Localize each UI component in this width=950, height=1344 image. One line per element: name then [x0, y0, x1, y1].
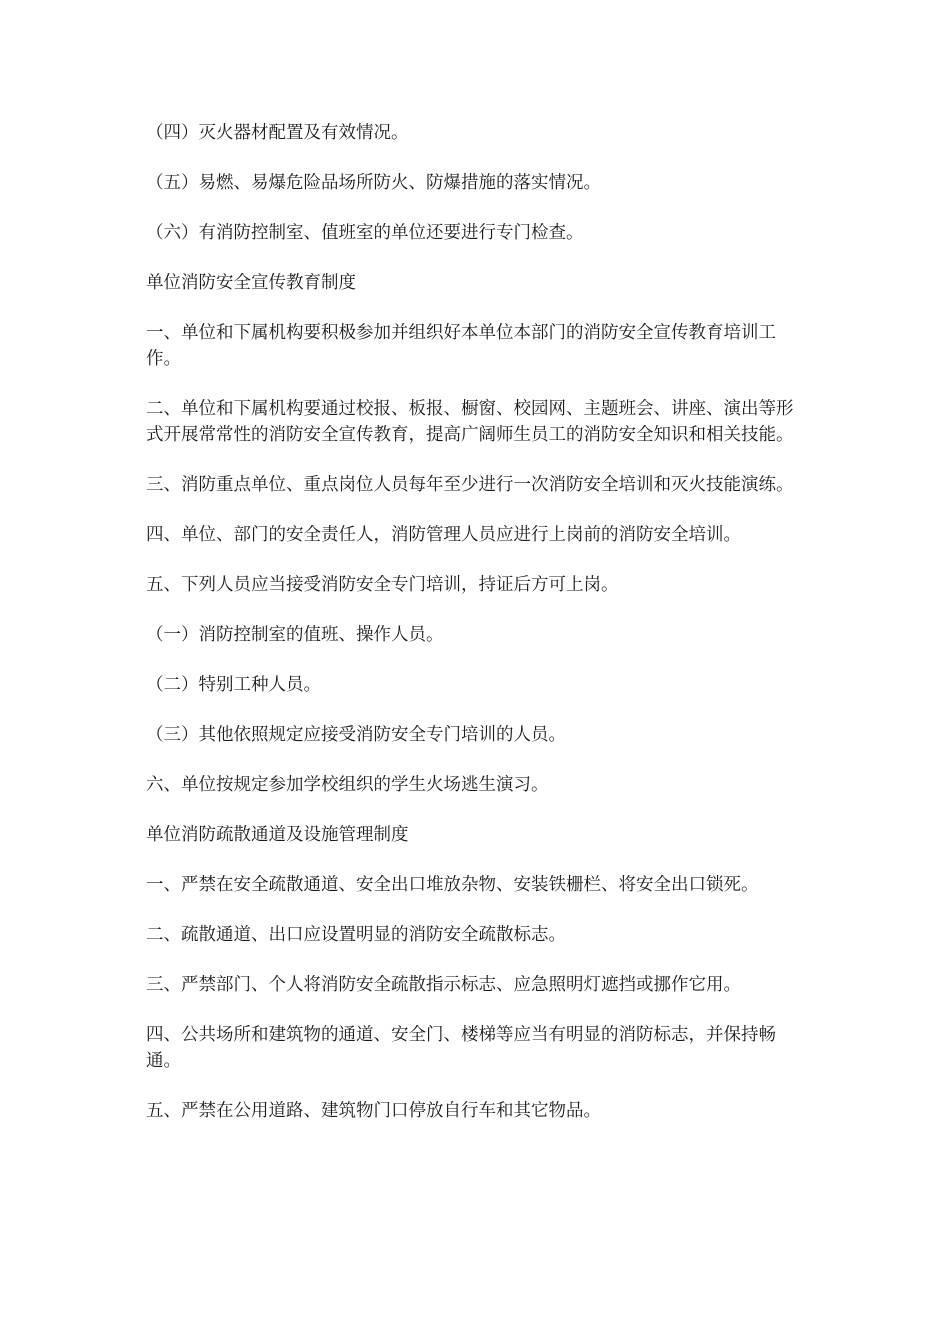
section-heading-evacuation: 单位消防疏散通道及设施管理制度 — [146, 825, 409, 845]
clause-education-4: 四、单位、部门的安全责任人，消防管理人员应进行上岗前的消防安全培训。 — [146, 525, 741, 545]
list-item-explosion-prevention: （五）易燃、易爆危险品场所防火、防爆措施的落实情况。 — [146, 173, 601, 193]
clause-education-1: 一、单位和下属机构要积极参加并组织好本单位本部门的消防安全宣传教育培训工作。 — [146, 323, 776, 369]
clause-education-6: 六、单位按规定参加学校组织的学生火场逃生演习。 — [146, 775, 549, 795]
list-item-fire-equipment: （四）灭火器材配置及有效情况。 — [146, 123, 409, 143]
clause-evacuation-4: 四、公共场所和建筑物的通道、安全门、楼梯等应当有明显的消防标志，并保持畅通。 — [146, 1025, 776, 1071]
document-body — [146, 120, 806, 1148]
clause-education-5: 五、下列人员应当接受消防安全专门培训，持证后方可上岗。 — [146, 575, 619, 595]
sub-item-other-personnel: （三）其他依照规定应接受消防安全专门培训的人员。 — [146, 725, 566, 745]
clause-education-3: 三、消防重点单位、重点岗位人员每年至少进行一次消防安全培训和灭火技能演练。 — [146, 475, 794, 495]
clause-evacuation-3: 三、严禁部门、个人将消防安全疏散指示标志、应急照明灯遮挡或挪作它用。 — [146, 975, 741, 995]
list-item-control-room-check: （六）有消防控制室、值班室的单位还要进行专门检查。 — [146, 223, 584, 243]
clause-education-2: 二、单位和下属机构要通过校报、板报、橱窗、校园网、主题班会、讲座、演出等形式开展常常性的消防安全宣传教育，提高广阔师生员工的消防安全知识和相关技能。 — [146, 399, 794, 445]
clause-evacuation-1: 一、严禁在安全疏散通道、安全出口堆放杂物、安装铁栅栏、将安全出口锁死。 — [146, 875, 759, 895]
section-heading-education: 单位消防安全宣传教育制度 — [146, 273, 356, 293]
sub-item-control-room-staff: （一）消防控制室的值班、操作人员。 — [146, 625, 444, 645]
sub-item-special-workers: （二）特别工种人员。 — [146, 675, 321, 695]
clause-evacuation-5: 五、严禁在公用道路、建筑物门口停放自行车和其它物品。 — [146, 1101, 601, 1121]
clause-evacuation-2: 二、疏散通道、出口应设置明显的消防安全疏散标志。 — [146, 925, 566, 945]
